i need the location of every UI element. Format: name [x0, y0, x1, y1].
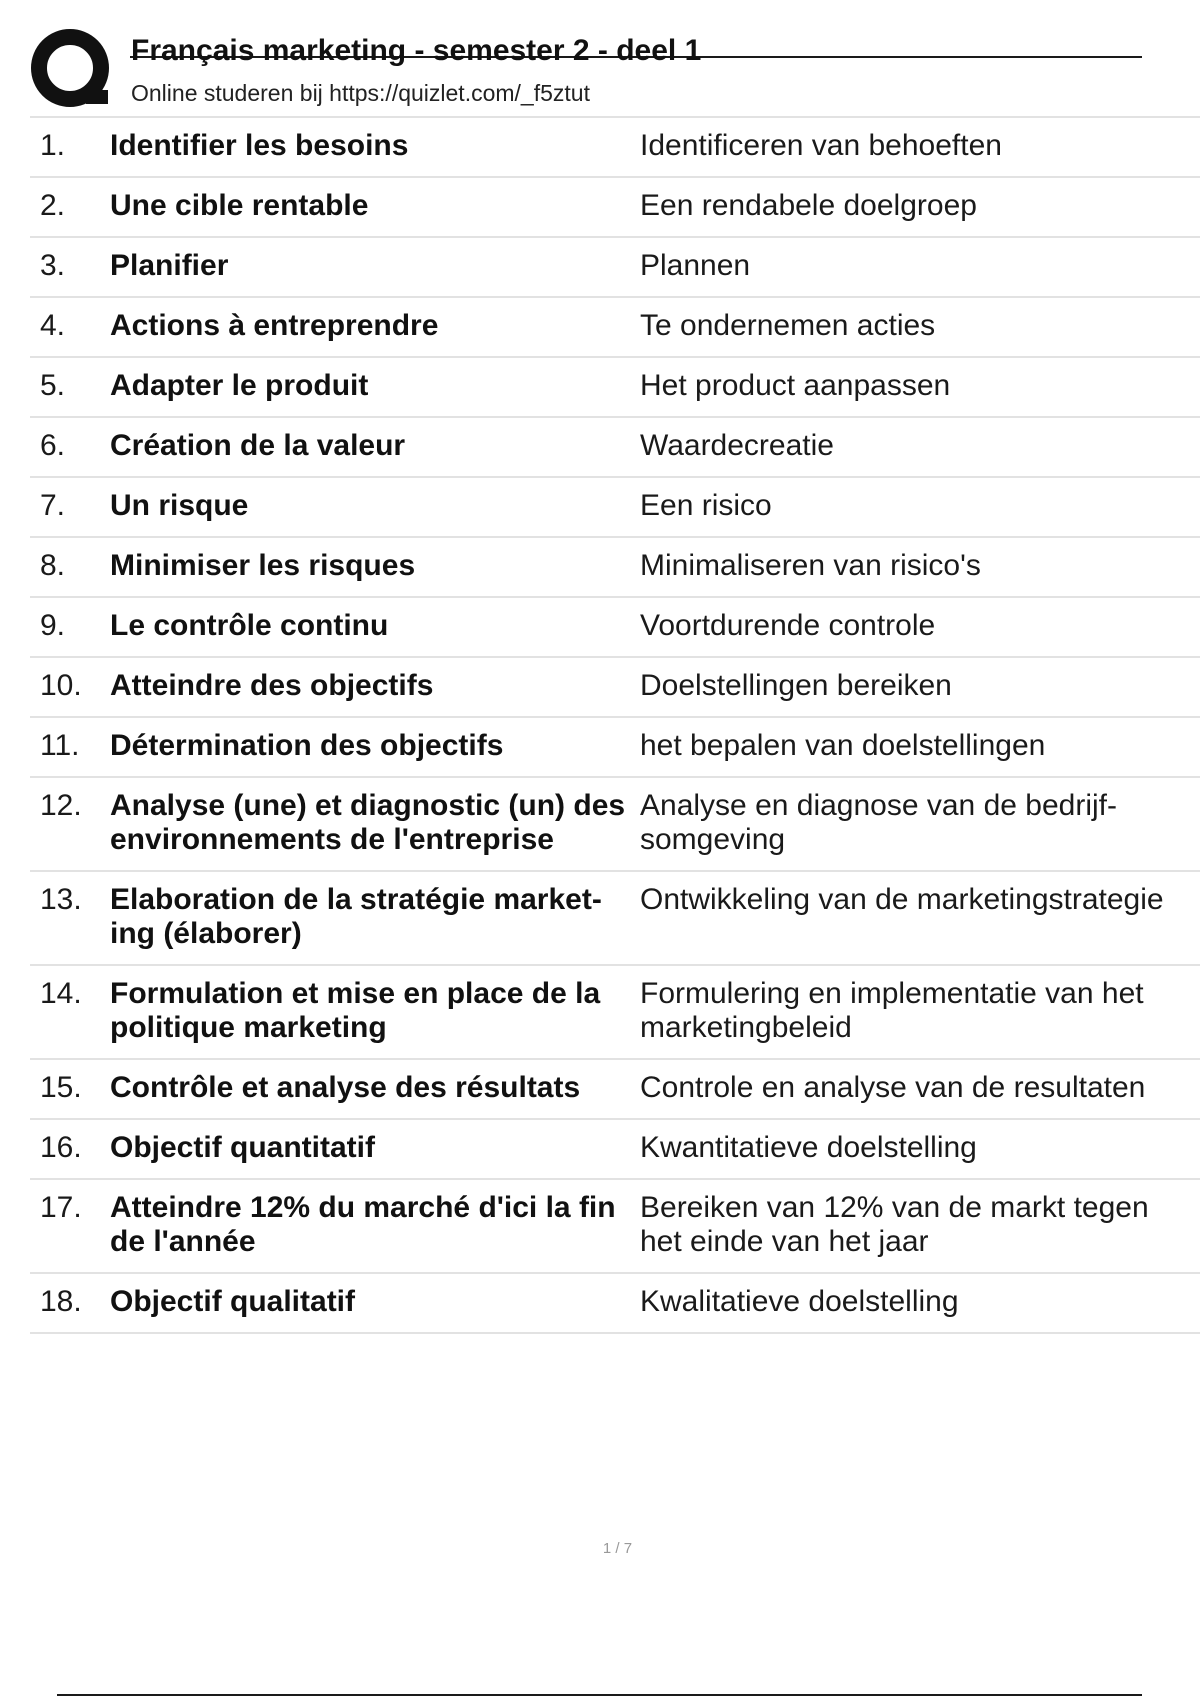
term-french: Planifier: [110, 249, 229, 282]
term-dutch: Kwalitatieve doelstelling: [640, 1285, 959, 1318]
term-row: [30, 418, 1200, 478]
term-row: [30, 478, 1200, 538]
term-french: Création de la valeur: [110, 429, 406, 462]
term-french: Analyse (une) et diagnostic (un) des environnements de l'entreprise: [110, 789, 626, 856]
term-row: [30, 658, 1200, 718]
term-number: 5.: [40, 369, 66, 402]
document-header: [0, 0, 1200, 118]
term-number: 13.: [40, 883, 82, 916]
term-french: Une cible rentable: [110, 189, 369, 222]
term-dutch: Minimaliseren van risico's: [640, 549, 981, 582]
term-row: [30, 298, 1200, 358]
term-dutch: Bereiken van 12% van de markt tegen het einde van het jaar: [640, 1191, 1149, 1258]
term-dutch: Een rendabele doelgroep: [640, 189, 977, 222]
term-dutch: Formulering en implementatie van het marketingbeleid: [640, 977, 1144, 1044]
term-number: 11.: [40, 729, 80, 762]
page-number: 1 / 7: [602, 1540, 633, 1557]
term-number: 3.: [40, 249, 66, 282]
term-dutch: Doelstellingen bereiken: [640, 669, 952, 702]
term-row: [30, 538, 1200, 598]
document-subtitle: Online studeren bij https://quizlet.com/_f5ztut: [131, 80, 590, 106]
term-dutch: Te ondernemen acties: [640, 309, 936, 342]
term-french: Identifier les besoins: [110, 129, 409, 162]
term-row: [30, 966, 1200, 1060]
term-number: 17.: [40, 1191, 82, 1224]
term-row: [30, 1120, 1200, 1180]
term-dutch: Kwantitatieve doelstelling: [640, 1131, 977, 1164]
term-french: Actions à entreprendre: [110, 309, 439, 342]
term-number: 16.: [40, 1131, 82, 1164]
quizlet-logo-icon: [30, 28, 112, 110]
term-number: 2.: [40, 189, 66, 222]
term-dutch: Het product aanpassen: [640, 369, 951, 402]
term-number: 7.: [40, 489, 66, 522]
term-row: [30, 718, 1200, 778]
term-dutch: Plannen: [640, 249, 751, 282]
term-number: 1.: [40, 129, 66, 162]
term-french: Adapter le produit: [110, 369, 369, 402]
term-number: 10.: [40, 669, 82, 702]
document-title: Français marketing - semester 2 - deel 1: [131, 34, 702, 67]
term-row: [30, 872, 1200, 966]
term-row: [30, 1180, 1200, 1274]
term-number: 18.: [40, 1285, 82, 1318]
term-french: Détermination des objectifs: [110, 729, 504, 762]
term-french: Objectif qualitatif: [110, 1285, 356, 1318]
term-number: 15.: [40, 1071, 82, 1104]
term-french: Minimiser les risques: [110, 549, 416, 582]
term-row: [30, 598, 1200, 658]
term-number: 14.: [40, 977, 82, 1010]
term-french: Elaboration de la stratégie marketing (élaborer): [110, 883, 602, 950]
term-row: [30, 238, 1200, 298]
term-dutch: Analyse en diagnose van de bedrijfsomgeving: [640, 789, 1117, 856]
term-dutch: Waardecreatie: [640, 429, 834, 462]
term-number: 6.: [40, 429, 66, 462]
term-dutch: Identificeren van behoeften: [640, 129, 1002, 162]
term-row: [30, 1060, 1200, 1120]
term-number: 4.: [40, 309, 66, 342]
term-row: [30, 118, 1200, 178]
term-dutch: het bepalen van doelstellingen: [640, 729, 1046, 762]
term-row: [30, 358, 1200, 418]
term-french: Objectif quantitatif: [110, 1131, 375, 1164]
term-number: 8.: [40, 549, 66, 582]
term-row: [30, 178, 1200, 238]
footer-rule: [57, 1694, 1142, 1696]
term-french: Atteindre des objectifs: [110, 669, 434, 702]
term-french: Le contrôle continu: [110, 609, 389, 642]
term-dutch: Een risico: [640, 489, 772, 522]
term-dutch: Ontwikkeling van de marketingstrategie: [640, 883, 1164, 916]
term-list: [30, 116, 1200, 1334]
term-french: Un risque: [110, 489, 249, 522]
term-dutch: Controle en analyse van de resultaten: [640, 1071, 1146, 1104]
term-dutch: Voortdurende controle: [640, 609, 936, 642]
term-number: 9.: [40, 609, 66, 642]
term-french: Formulation et mise en place de la politique marketing: [110, 977, 601, 1044]
term-row: [30, 778, 1200, 872]
term-french: Contrôle et analyse des résultats: [110, 1071, 581, 1104]
term-number: 12.: [40, 789, 82, 822]
term-row: [30, 1274, 1200, 1334]
term-french: Atteindre 12% du marché d'ici la fin de l'année: [110, 1191, 616, 1258]
